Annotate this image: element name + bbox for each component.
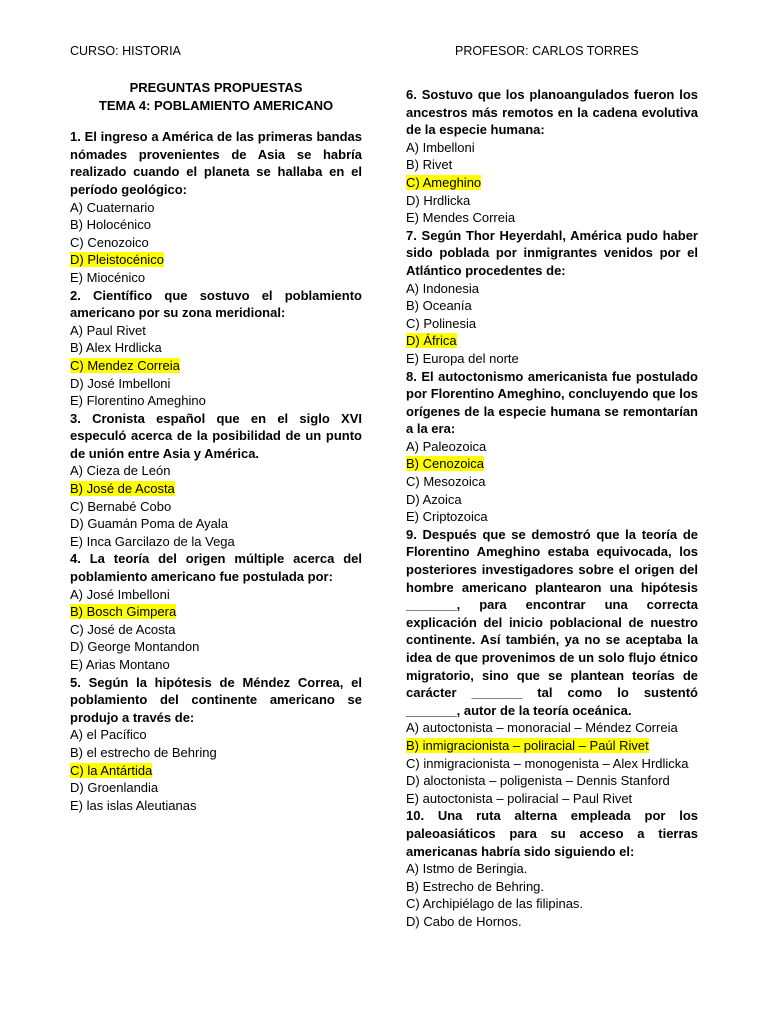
question-5 xyxy=(70,674,362,815)
answer-option xyxy=(406,156,698,174)
answer-option xyxy=(406,719,698,737)
option-text: A) Paleozoica xyxy=(406,438,487,454)
option-text: B) Alex Hrdlicka xyxy=(70,340,162,356)
answer-option xyxy=(406,860,698,878)
title-line-1: PREGUNTAS PROPUESTAS xyxy=(129,80,303,95)
right-column xyxy=(406,86,698,931)
answer-option xyxy=(70,656,362,674)
question-text: 6. Sostuvo que los planoangulados fueron los ancestros más remotos en la cadena evolutiva de la especie humana: xyxy=(406,87,698,138)
option-text: D) José Imbelloni xyxy=(70,375,171,391)
answer-option xyxy=(406,790,698,808)
highlighted-answer: B) José de Acosta xyxy=(70,481,175,497)
answer-option xyxy=(70,621,362,639)
answer-option xyxy=(70,603,362,621)
answer-option xyxy=(70,199,362,217)
answer-option xyxy=(406,209,698,227)
option-text: A) Imbelloni xyxy=(406,139,475,155)
answer-option xyxy=(406,737,698,755)
question-4 xyxy=(70,550,362,673)
answer-option xyxy=(406,491,698,509)
course-label: CURSO: HISTORIA xyxy=(70,44,181,58)
answer-option xyxy=(70,638,362,656)
answer-option xyxy=(406,280,698,298)
answer-option xyxy=(70,269,362,287)
question-text: 10. Una ruta alterna empleada por los paleoasiáticos para su acceso a tierras americanas habría sido siguiendo el: xyxy=(406,808,698,859)
question-text: 7. Según Thor Heyerdahl, América pudo haber sido poblada por inmigrantes venidos por el Atlántico procedentes de: xyxy=(406,227,698,278)
question-3 xyxy=(70,410,362,551)
answer-option xyxy=(406,192,698,210)
answer-option xyxy=(70,797,362,815)
answer-option xyxy=(70,515,362,533)
question-text: 2. Científico que sostuvo el poblamiento americano por su zona meridional: xyxy=(70,287,362,321)
option-text: B) Rivet xyxy=(406,157,453,173)
question-1 xyxy=(70,128,362,286)
option-text: A) Indonesia xyxy=(406,280,479,296)
question-7 xyxy=(406,227,698,368)
option-text: A) Cieza de León xyxy=(70,463,171,479)
question-10 xyxy=(406,807,698,930)
answer-option xyxy=(406,895,698,913)
option-text: C) Archipiélago de las filipinas. xyxy=(406,896,584,912)
option-text: D) Guamán Poma de Ayala xyxy=(70,516,229,532)
answer-option xyxy=(406,878,698,896)
answer-option xyxy=(70,322,362,340)
answer-option xyxy=(406,315,698,333)
question-text: 4. La teoría del origen múltiple acerca del poblamiento americano fue postulada por: xyxy=(70,551,362,585)
answer-option xyxy=(70,480,362,498)
option-text: B) el estrecho de Behring xyxy=(70,744,217,760)
answer-option xyxy=(406,455,698,473)
teacher-label: PROFESOR: CARLOS TORRES xyxy=(455,44,639,58)
question-text: 3. Cronista español que en el siglo XVI especuló acerca de la posibilidad de un punto de unión entre Asia y América. xyxy=(70,410,362,461)
option-text: D) Hrdlicka xyxy=(406,192,471,208)
answer-option xyxy=(406,508,698,526)
answer-option xyxy=(70,744,362,762)
question-2 xyxy=(70,287,362,410)
question-6 xyxy=(406,86,698,227)
option-text: E) Miocénico xyxy=(70,269,146,285)
questions-right xyxy=(406,86,698,931)
answer-option xyxy=(406,473,698,491)
title-line-2: TEMA 4: POBLAMIENTO AMERICANO xyxy=(98,97,334,113)
answer-option xyxy=(406,297,698,315)
answer-option xyxy=(70,726,362,744)
highlighted-answer: B) inmigracionista – poliracial – Paúl Rivet xyxy=(406,737,649,753)
answer-option xyxy=(70,498,362,516)
answer-option xyxy=(70,251,362,269)
highlighted-answer: D) Pleistocénico xyxy=(70,252,164,268)
option-text: A) Cuaternario xyxy=(70,199,155,215)
answer-option xyxy=(406,139,698,157)
answer-option xyxy=(70,357,362,375)
option-text: E) Europa del norte xyxy=(406,350,519,366)
option-text: B) Estrecho de Behring. xyxy=(406,878,545,894)
option-text: A) Paul Rivet xyxy=(70,322,146,338)
option-text: C) Bernabé Cobo xyxy=(70,498,172,514)
answer-option xyxy=(70,586,362,604)
option-text: D) aloctonista – poligenista – Dennis Stanford xyxy=(406,773,670,789)
question-text: 8. El autoctonismo americanista fue postulado por Florentino Ameghino, concluyendo que los orígenes de la especie humana se remontarían a la era: xyxy=(406,368,698,437)
answer-option xyxy=(406,913,698,931)
option-text: B) Oceanía xyxy=(406,298,472,314)
question-text: 1. El ingreso a América de las primeras bandas nómades provenientes de Asia se habría realizado cuando el planeta se hallaba en el período geológico: xyxy=(70,129,362,197)
option-text: C) José de Acosta xyxy=(70,621,176,637)
answer-option xyxy=(70,762,362,780)
answer-option xyxy=(406,772,698,790)
highlighted-answer: D) África xyxy=(406,333,457,349)
option-text: D) Cabo de Hornos. xyxy=(406,913,522,929)
answer-option xyxy=(70,234,362,252)
option-text: E) Criptozoica xyxy=(406,509,488,525)
option-text: E) Inca Garcilazo de la Vega xyxy=(70,533,235,549)
answer-option xyxy=(70,216,362,234)
answer-option xyxy=(70,462,362,480)
answer-option xyxy=(406,332,698,350)
answer-option xyxy=(406,755,698,773)
highlighted-answer: C) la Antártida xyxy=(70,762,153,778)
question-text: 9. Después que se demostró que la teoría de Florentino Ameghino estaba equivocada, los posteriores investigadores sobre el origen del hombre americano plantearon una hipótesis _______, para encontrar una correcta explicación del inicio poblacional de nuestro continente. Así también, ya no se aceptaba la idea de que provenimos de un solo flujo étnico migratorio, sino que se plantean teorías de carácter _______ tal como lo sustentó _______, autor de la teoría oceánica. xyxy=(406,526,698,718)
answer-option xyxy=(70,533,362,551)
option-text: D) Groenlandia xyxy=(70,780,159,796)
option-text: C) inmigracionista – monogenista – Alex Hrdlicka xyxy=(406,755,689,771)
option-text: E) las islas Aleutianas xyxy=(70,797,197,813)
option-text: A) autoctonista – monoracial – Méndez Correia xyxy=(406,720,678,736)
option-text: E) autoctonista – poliracial – Paul Rivet xyxy=(406,790,633,806)
highlighted-answer: B) Bosch Gimpera xyxy=(70,604,177,620)
answer-option xyxy=(70,375,362,393)
questions-left xyxy=(70,128,362,814)
answer-option xyxy=(406,350,698,368)
option-text: D) George Montandon xyxy=(70,639,200,655)
option-text: E) Arias Montano xyxy=(70,657,170,672)
option-text: C) Polinesia xyxy=(406,315,477,331)
left-column xyxy=(70,79,362,814)
question-9 xyxy=(406,526,698,808)
option-text: A) José Imbelloni xyxy=(70,586,170,602)
answer-option xyxy=(70,779,362,797)
option-text: A) el Pacífico xyxy=(70,727,147,743)
highlighted-answer: C) Mendez Correia xyxy=(70,357,180,373)
option-text: C) Mesozoica xyxy=(406,474,486,490)
question-text: 5. Según la hipótesis de Méndez Correa, el poblamiento del continente americano se produjo a través de: xyxy=(70,674,362,725)
option-text: E) Mendes Correia xyxy=(406,210,516,226)
option-text: C) Cenozoico xyxy=(70,234,149,250)
answer-option xyxy=(70,339,362,357)
answer-option xyxy=(406,174,698,192)
option-text: A) Istmo de Beringia. xyxy=(406,861,528,877)
option-text: D) Azoica xyxy=(406,491,462,507)
answer-option xyxy=(70,392,362,410)
question-8 xyxy=(406,368,698,526)
highlighted-answer: B) Cenozoica xyxy=(406,456,485,472)
option-text: B) Holocénico xyxy=(70,217,151,233)
option-text: E) Florentino Ameghino xyxy=(70,393,206,409)
answer-option xyxy=(406,438,698,456)
highlighted-answer: C) Ameghino xyxy=(406,174,482,190)
document-title xyxy=(70,79,362,114)
